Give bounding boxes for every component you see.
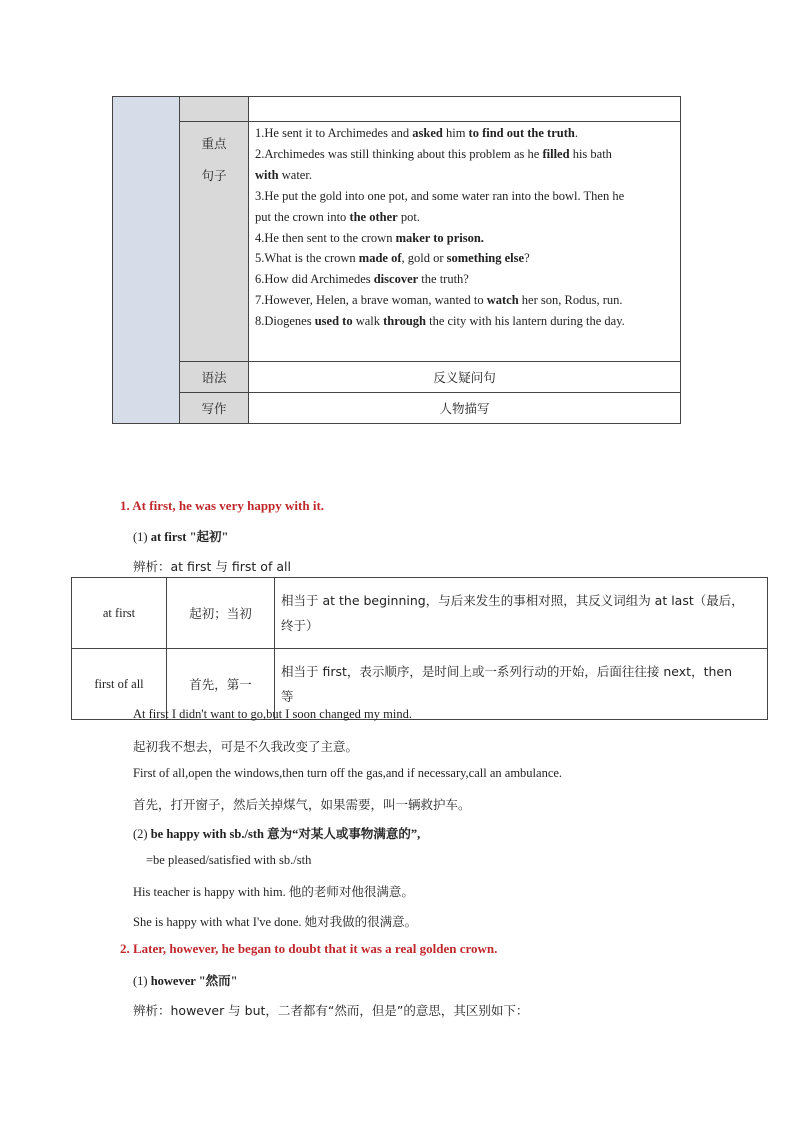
comparison-desc-line2: 等 — [281, 689, 294, 704]
writing-label: 写作 — [180, 393, 249, 424]
section1-sub1-num: (1) — [133, 530, 151, 544]
key-sentence-line — [255, 269, 675, 290]
sentence-text: water. — [278, 167, 312, 182]
section2-analysis: 辨析：however 与 but，二者都有“然而，但是”的意思，其区别如下： — [133, 1003, 529, 1018]
key-phrase: through — [383, 314, 426, 329]
key-phrase: asked — [412, 126, 443, 140]
sentence-text: 6.How did Archimedes — [255, 272, 374, 287]
grammar-label: 语法 — [180, 362, 249, 393]
key-sentence-line — [255, 123, 675, 144]
section2-sub1-title: however "然而" — [150, 974, 238, 988]
section1-sub1-title: at first "起初" — [150, 530, 229, 544]
section1-sub2-num: (2) — [133, 827, 151, 841]
sentence-text: 4.He then sent to the crown — [255, 230, 396, 245]
key-sentence-line — [255, 290, 675, 311]
key-phrase: watch — [486, 293, 519, 308]
sentence-text: 7.However, Helen, a brave woman, wanted to — [255, 293, 487, 308]
summary-table — [112, 96, 681, 424]
section1-sub1 — [133, 527, 228, 545]
key-phrase: the other — [349, 209, 398, 224]
summary-empty-label — [180, 97, 249, 122]
sentence-text: 8.Diogenes — [255, 314, 315, 329]
comparison-desc-line1: 相当于 first，表示顺序，是时间上或一系列行动的开始，后面往往接 next，then — [281, 664, 733, 679]
key-sentence-line — [255, 311, 675, 332]
key-sentences-label-line2: 句子 — [201, 168, 227, 183]
summary-side-column — [113, 97, 180, 424]
sentence-text: walk — [352, 314, 384, 329]
key-sentences-list — [255, 123, 675, 332]
comparison-term: first of all — [72, 649, 167, 720]
section1-sub2 — [133, 824, 420, 842]
sentence-text: his bath — [569, 146, 612, 161]
key-sentence-line — [255, 186, 675, 207]
sentence-text: the city with his lantern during the day. — [425, 314, 625, 329]
example3: His teacher is happy with him. 他的老师对他很满意。 — [133, 885, 414, 899]
comparison-desc-line2: 终于） — [281, 618, 319, 633]
example2-en: First of all,open the windows,then turn off the gas,and if necessary,call an ambulance. — [133, 766, 563, 780]
sentence-text: 5.What is the crown — [255, 251, 359, 266]
section1-heading: 1. At first, he was very happy with it. — [120, 498, 325, 513]
key-phrase: discover — [373, 272, 419, 287]
example1-en: At first I didn't want to go,but I soon changed my mind. — [133, 707, 412, 721]
section2-heading: 2. Later, however, he began to doubt that it was a real golden crown. — [120, 941, 498, 956]
sentence-text: pot. — [397, 209, 420, 224]
key-phrase: something else — [446, 251, 525, 266]
key-sentences-label-line1: 重点 — [201, 136, 227, 151]
comparison-row — [72, 578, 768, 649]
sentence-text: 1.He sent it to Archimedes and — [255, 126, 413, 140]
sentence-text: the truth? — [418, 272, 469, 287]
comparison-meaning: 首先，第一 — [167, 649, 275, 720]
key-sentence-line — [255, 144, 675, 165]
key-sentence-line — [255, 248, 675, 269]
sentence-text: 3.He put the gold into one pot, and some water ran into the bowl. Then he — [255, 188, 625, 203]
sentence-text: her son, Rodus, run. — [518, 293, 623, 308]
example4: She is happy with what I've done. 她对我做的很满意。 — [133, 915, 418, 929]
section1-sub2-equivalent: =be pleased/satisfied with sb./sth — [146, 853, 312, 867]
key-sentences-label — [180, 122, 249, 362]
comparison-table — [71, 577, 768, 720]
key-phrase: used to — [314, 314, 353, 329]
comparison-desc — [275, 578, 768, 649]
grammar-value: 反义疑问句 — [249, 362, 681, 393]
sentence-text: . — [574, 126, 578, 140]
writing-value: 人物描写 — [249, 393, 681, 424]
example1-zh: 起初我不想去，可是不久我改变了主意。 — [133, 739, 359, 754]
key-phrase: maker to prison. — [395, 230, 484, 245]
comparison-meaning: 起初；当初 — [167, 578, 275, 649]
key-sentences-cell — [249, 122, 681, 362]
sentence-text: ? — [524, 251, 530, 266]
section1-analysis: 辨析：at first 与 first of all — [133, 559, 291, 574]
sentence-text: 2.Archimedes was still thinking about this problem as he — [255, 146, 543, 161]
comparison-desc-line1: 相当于 at the beginning，与后来发生的事相对照，其反义词组为 at last（最后， — [281, 593, 744, 608]
comparison-term: at first — [72, 578, 167, 649]
sentence-text: him — [442, 126, 469, 140]
key-phrase: made of — [358, 251, 402, 266]
section2-sub1-num: (1) — [133, 974, 151, 988]
key-sentence-line — [255, 228, 675, 249]
key-phrase: filled — [542, 146, 570, 161]
key-phrase: with — [255, 167, 279, 182]
section1-sub2-title: be happy with sb./sth 意为“对某人或事物满意的”, — [150, 827, 421, 841]
key-phrase: to find out the truth — [468, 126, 575, 140]
sentence-text: put the crown into — [255, 209, 350, 224]
section2-sub1 — [133, 971, 238, 989]
summary-empty-cell — [249, 97, 681, 122]
sentence-text: , gold or — [401, 251, 447, 266]
example2-zh: 首先，打开窗子，然后关掉煤气，如果需要，叫一辆救护车。 — [133, 797, 471, 812]
key-sentence-line — [255, 207, 675, 228]
key-sentence-line — [255, 165, 675, 186]
